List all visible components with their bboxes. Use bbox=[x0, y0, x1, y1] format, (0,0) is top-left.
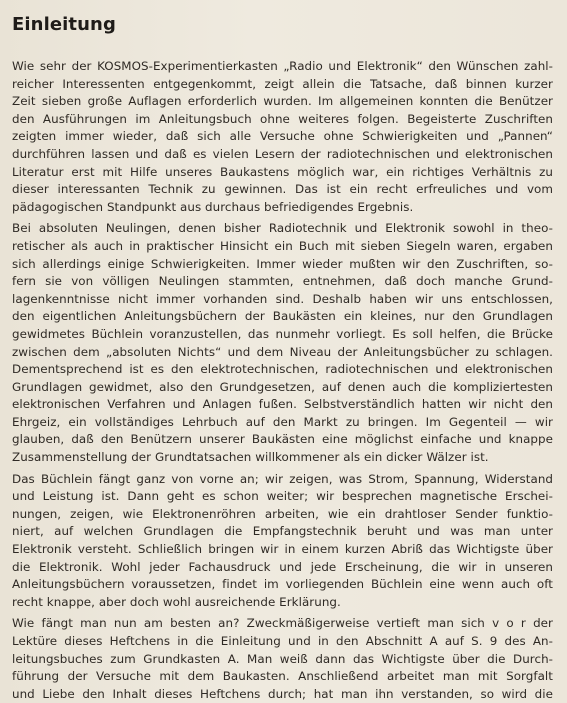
page-title: Einleitung bbox=[12, 14, 116, 35]
paragraph bbox=[12, 471, 553, 612]
text-line: sich allerdings einige Schwierigkeiten. Immer wieder mußten wir den Zuschriften, so- bbox=[12, 256, 553, 271]
body-text bbox=[12, 58, 553, 703]
text-line: nungen, zeigen, wie Elektronenröhren arbeiten, wie ein drahtloser Sender funktio- bbox=[12, 506, 553, 521]
text-line: Dementsprechend ist es den elektrotechnischen, radiotechnischen und elektronischen bbox=[12, 362, 553, 377]
paragraph bbox=[12, 615, 553, 703]
text-line: die Elektronik. Wohl jeder Fachausdruck und jede Erscheinung, die wir in unseren bbox=[12, 559, 553, 574]
text-line: Literatur erst mit Hilfe unseres Baukastens möglich war, ein richtiges Verhältnis zu bbox=[12, 164, 553, 179]
text-line: elektronischen Verfahren und Anlagen fußen. Selbstverständlich hatten wir nicht den bbox=[12, 397, 553, 412]
text-line: Elektronik versteht. Schließlich bringen wir in einem kurzen Abriß das Wichtigste über bbox=[12, 542, 553, 557]
text-line: gewidmetes Büchlein voranzustellen, das nunmehr vorliegt. Es soll helfen, die Brücke bbox=[12, 326, 553, 341]
text-line: niert, auf welchen Grundlagen die Empfangstechnik beruht und was man unter bbox=[12, 524, 553, 539]
text-line: den eigentlichen Anleitungsbüchern der Baukästen ein kleines, nur den Grundlagen bbox=[12, 309, 553, 324]
text-line: dieser interessanten Technik zu gewinnen. Das ist ein recht erfreuliches und vom bbox=[12, 182, 553, 197]
text-line: Das Büchlein fängt ganz von vorne an; wir zeigen, was Strom, Spannung, Widerstand bbox=[12, 471, 553, 486]
text-line: fern sie von völligen Neulingen stammten, entnehmen, daß doch manche Grund- bbox=[12, 274, 553, 289]
text-line: Bei absoluten Neulingen, denen bisher Radiotechnik und Elektronik sowohl in theo- bbox=[12, 221, 553, 236]
text-line: Wie sehr der KOSMOS-Experimentierkasten „Radio und Elektronik“ den Wünschen zahl- bbox=[12, 59, 553, 73]
text-line: retischer als auch in praktischer Hinsicht ein Buch mit sieben Siegeln waren, ergaben bbox=[12, 238, 553, 253]
text-line: Anleitungsbüchern voraussetzen, findet im vorliegenden Büchlein eine wenn auch oft bbox=[12, 577, 553, 592]
text-line: und Liebe den Inhalt dieses Heftchens durch; hat man ihn verstanden, so wird die bbox=[12, 686, 553, 701]
text-line: Zusammenstellung der Grundtatsachen willkommener als ein dicker Wälzer ist. bbox=[12, 450, 489, 465]
text-line: recht knappe, aber doch wohl ausreichende Erklärung. bbox=[12, 594, 341, 609]
text-line: Grundlagen gewidmet, also den Grundgesetzen, auf denen auch die kompliziertesten bbox=[12, 379, 553, 394]
text-line: Ehrgeiz, ein vollständiges Lehrbuch auf den Markt zu bringen. Im Gegenteil — wir bbox=[12, 414, 553, 429]
text-line: glauben, daß den Benützern unserer Baukästen eine möglichst einfache und knappe bbox=[12, 432, 553, 447]
text-line: zwischen dem „absoluten Nichts“ und dem Niveau der Anleitungsbücher zu schlagen. bbox=[12, 344, 553, 359]
paragraph bbox=[12, 220, 553, 466]
text-line: Wie fängt man nun am besten an? Zweckmäßigerweise vertieft man sich v o r der bbox=[12, 616, 553, 631]
text-line: reicher Interessenten entgegenkommt, zeigt allein die Tatsache, daß binnen kurzer bbox=[12, 76, 553, 91]
text-line: pädagogischen Standpunkt aus durchaus befriedigendes Ergebnis. bbox=[12, 199, 414, 214]
text-line: Zeit sieben große Auflagen erforderlich wurden. Im allgemeinen konnten die Benützer bbox=[12, 94, 553, 109]
text-line: und Leistung ist. Dann geht es schon weiter; wir besprechen magnetische Erschei- bbox=[12, 489, 553, 504]
text-line: leitungsbuches zum Grundkasten A. Man weiß dann das Wichtigste über die Durch- bbox=[12, 651, 553, 666]
text-line: zeigten immer wieder, daß sich alle Versuche ohne Schwierigkeiten und „Pannen“ bbox=[12, 129, 553, 144]
text-line: Lektüre dieses Heftchens in die Einleitung und in den Abschnitt A auf S. 9 des An- bbox=[12, 634, 553, 648]
text-line: den Ausführungen im Anleitungsbuch ohne weiteres folgen. Begeisterte Zuschriften bbox=[12, 111, 553, 126]
paragraph bbox=[12, 58, 553, 216]
text-line: lagenkenntnisse nicht immer vorhanden sind. Deshalb haben wir uns entschlossen, bbox=[12, 291, 553, 306]
text-line: führung der Versuche mit dem Baukasten. Anschließend arbeitet man mit Sorgfalt bbox=[12, 669, 553, 684]
text-line: durchführen lassen und daß es vielen Lesern der radiotechnischen und elektronischen bbox=[12, 146, 553, 161]
